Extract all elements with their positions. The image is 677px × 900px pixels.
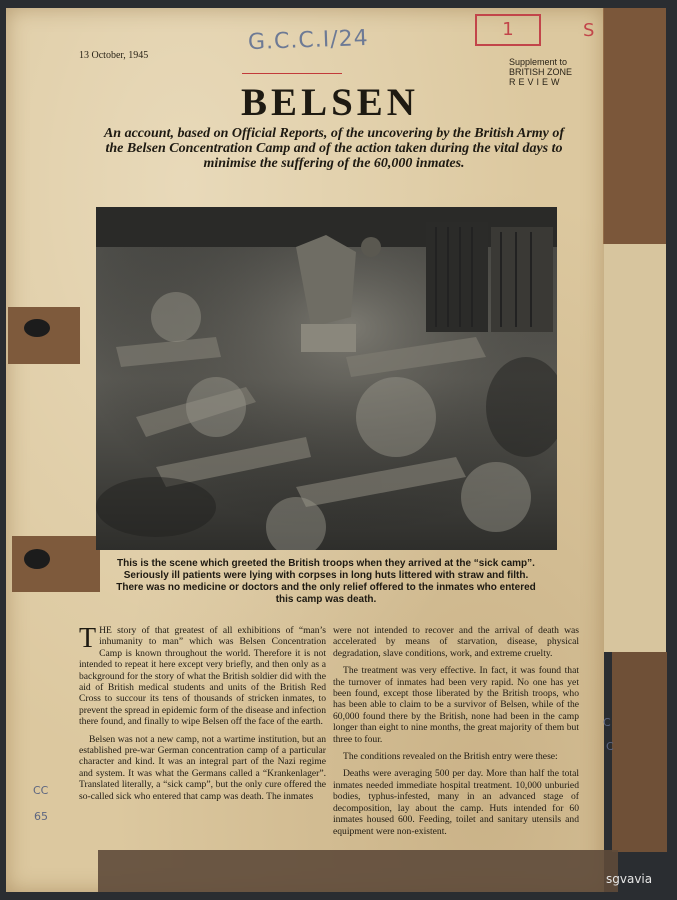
article-column-left [79,625,326,808]
article-paragraph: The treatment was very effective. In fact, it was found that the turnover of inmates had been very rapid. No one has yet been found, except those liberated by the British troops, who has been able to claim to be a survivor of Belsen, while of the 60,000 found there by the British, none had been in the camp longer than eight to nine months, the great majority of them but three to four. [333,665,579,745]
corner-mark: S [583,20,595,41]
article-paragraph: were not intended to recover and the arrival of death was accelerated by means of starvation, disease, physical degradation, slave conditions, work, and extreme cruelty. [333,625,579,659]
archive-file-note: G.C.C.I/24 [247,25,370,56]
page-title: BELSEN [241,81,419,124]
article-column-right [333,625,579,843]
supplement-line: REVIEW [509,77,563,87]
margin-annotation: C [606,740,614,753]
article-paragraph: The conditions revealed on the British entry were these: [343,751,558,763]
binder-strip [603,8,666,244]
supplement-label [509,57,581,87]
red-underline [242,73,342,74]
page-number-stamp: 1 [475,14,541,46]
binder-strip [98,850,618,892]
supplement-line: Supplement to [509,57,568,67]
drop-cap: T [79,623,97,654]
archival-photo [96,207,557,550]
margin-annotation: C [603,716,611,729]
paragraph-text: HE story of that greatest of all exhibitions of “man’s inhumanity to man” which was Belsen Concentration Camp is known throughout the world. Therefore it is not intended to repeat it here except very briefly, and then only as a background for the story of what the British soldier did with the aid of British medical students and units of the British Red Cross to succour its tens of thousands of stricken inmates, to prevent the spread in epidemic form of the disease and infection there found, and finally to wipe Belsen off the face of the earth. [79,625,326,728]
supplement-line: BRITISH ZONE [509,67,573,77]
issue-date: 13 October, 1945 [79,50,149,61]
photo-image [96,207,557,550]
punch-hole [24,319,50,337]
article-paragraph: Belsen was not a new camp, not a wartime institution, but an established pre-war German concentration camp of a particular character and kind. It was an integral part of the Nazi regime and system. It was what the Germans called a “Krankenlager”. Translated literally, a “sick camp”, but the only cure offered the so-called sick who entered that camp was death. The inmates [79,733,326,802]
article-paragraph [79,625,326,728]
punch-hole [24,549,50,569]
photo-caption: This is the scene which greeted the British troops when they arrived at the “sick camp”. Seriously ill patients were lying with corpses in long huts littered with straw and filth. There was no medicine or doctors and the only relief offered to the inmates who entered this camp was death. [116,558,536,605]
margin-annotation: CC [33,784,49,797]
page-subtitle: An account, based on Official Reports, of the uncovering by the British Army of the Belsen Concentration Camp and of the action taken during the vital days to minimise the suffering of the 60,000 inmates. [103,126,565,171]
paper-edge [604,244,666,652]
binder-strip [612,652,667,852]
watermark: sgvavia [606,872,653,886]
article-paragraph: Deaths were averaging 500 per day. More than half the total inmates needed immediate hospital treatment. 10,000 unburied bodies, typhus-infested, many in an advanced stage of decomposition, lay about the camp. Huts intended for 60 inmates housed 600. Feeding, toilet and sanitary utensils and equipment were non-existent. [333,768,579,837]
margin-annotation: 65 [34,810,48,823]
